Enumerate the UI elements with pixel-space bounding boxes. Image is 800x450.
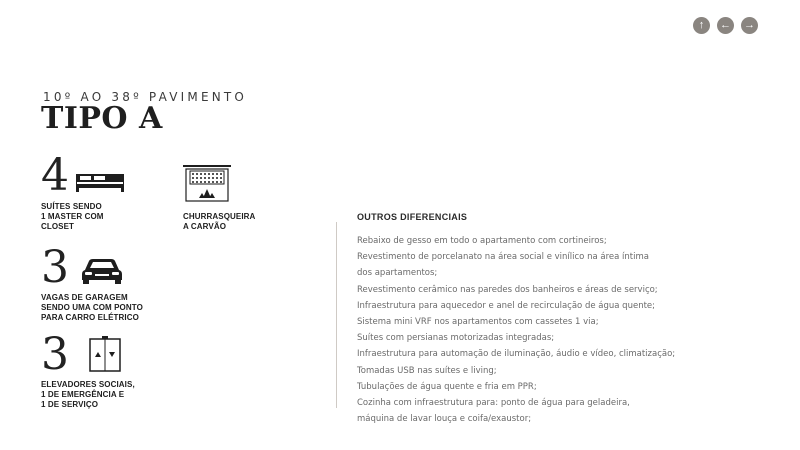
list-item: Sistema mini VRF nos apartamentos com cassetes 1 via; — [357, 317, 599, 328]
page-subtitle: 10º AO 38º PAVIMENTO — [43, 90, 248, 104]
feature-barbecue — [183, 164, 255, 232]
section-divider — [336, 222, 337, 408]
differentials-title: OUTROS DIFERENCIAIS — [357, 212, 468, 222]
barbecue-grill-icon — [183, 164, 231, 202]
feature-suites — [41, 150, 125, 232]
list-item: Rebaixo de gesso em todo o apartamento com cortineiros; — [357, 236, 607, 246]
list-item: Tubulações de água quente e fria em PPR; — [357, 381, 537, 392]
list-item: Revestimento de porcelanato na área social e vinílico na área íntima — [357, 252, 649, 263]
feature-elevators — [41, 329, 135, 410]
suites-label: SUÍTES SENDO 1 MASTER COM CLOSET — [41, 202, 104, 231]
list-item: Infraestrutura para automação de iluminação, áudio e vídeo, climatização; — [357, 349, 676, 360]
garage-label: VAGAS DE GARAGEM SENDO UMA COM PONTO PARA CARRO ELÉTRICO — [41, 293, 143, 322]
feature-garage — [41, 242, 143, 323]
list-item: dos apartamentos; — [357, 268, 438, 279]
bed-icon — [75, 171, 125, 193]
scroll-up-button[interactable] — [693, 17, 710, 34]
previous-button[interactable] — [717, 17, 734, 34]
list-item: Tomadas USB nas suítes e living; — [357, 365, 497, 376]
next-button[interactable] — [741, 17, 758, 34]
barbecue-label: CHURRASQUEIRA A CARVÃO — [183, 212, 256, 231]
list-item: máquina de lavar louça e coifa/exaustor; — [357, 414, 532, 425]
arrow-right-icon: → — [744, 19, 755, 31]
suites-count: 4 — [41, 150, 69, 201]
list-item: Revestimento cerâmico nas paredes dos banheiros e áreas de serviço; — [357, 284, 658, 295]
arrow-left-icon: ← — [720, 19, 731, 31]
car-icon — [81, 256, 123, 284]
nav-buttons — [693, 17, 758, 34]
garage-count: 3 — [41, 242, 69, 293]
list-item: Suítes com persianas motorizadas integradas; — [357, 333, 555, 344]
list-item: Cozinha com infraestrutura para: ponto de água para geladeira, — [357, 398, 630, 409]
page-title: TIPO A — [41, 101, 163, 136]
elevators-label: ELEVADORES SOCIAIS, 1 DE EMERGÊNCIA E 1 DE SERVIÇO — [41, 380, 135, 409]
list-item: Infraestrutura para aquecedor e anel de recirculação de água quente; — [357, 300, 656, 311]
elevator-icon — [87, 336, 123, 372]
arrow-up-icon: ↑ — [698, 19, 705, 31]
elevators-count: 3 — [41, 329, 69, 380]
differentials-list — [357, 233, 675, 427]
